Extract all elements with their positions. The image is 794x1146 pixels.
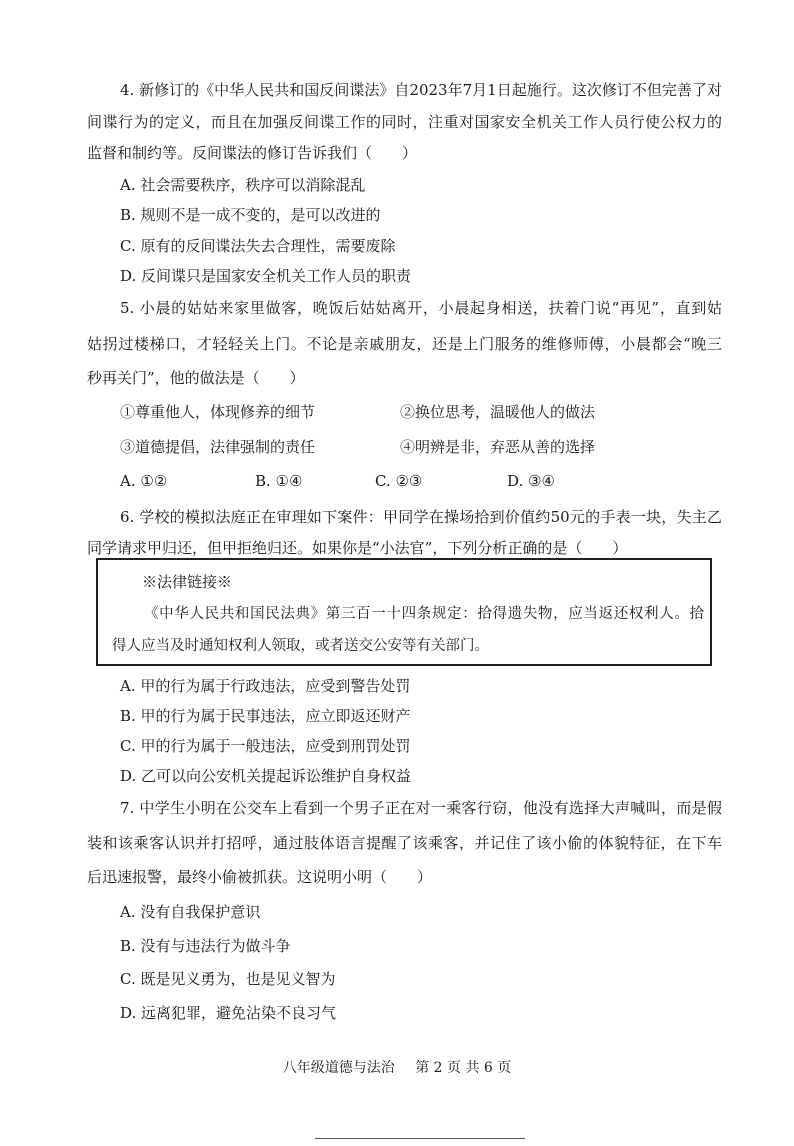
q7-option-b: B. 没有与违法行为做斗争 [120, 937, 291, 955]
q4-stem-line-2: 间谍行为的定义，而且在加强反间谍工作的同时，注重对国家安全机关工作人员行使公权力的 [87, 113, 722, 131]
footer-subject: 八年级道德与法治 [282, 1060, 395, 1076]
q6-stem-line-1: 6. 学校的模拟法庭正在审理如下案件：甲同学在操场拾到价值约50元的手表一块，失主乙 [120, 508, 722, 526]
q5-option-d: D. ③④ [507, 472, 555, 490]
q5-option-b: B. ①④ [255, 472, 303, 490]
q5-statement-2: ②换位思考，温暖他人的做法 [400, 403, 596, 421]
q5-stem-line-3: 秒再关门”，他的做法是（ ） [87, 369, 305, 387]
q6-option-c: C. 甲的行为属于一般违法，应受到刑罚处罚 [120, 737, 411, 755]
q6-option-d: D. 乙可以向公安机关提起诉讼维护自身权益 [120, 767, 412, 785]
q4-option-c: C. 原有的反间谍法失去合理性，需要废除 [120, 237, 396, 255]
q7-stem-line-2: 装和该乘客认识并打招呼，通过肢体语言提醒了该乘客，并记住了该小偷的体貌特征，在下车 [87, 834, 722, 852]
q5-stem-line-1: 5. 小晨的姑姑来家里做客，晚饭后姑姑离开，小晨起身相送，扶着门说“再见”，直到姑 [120, 299, 722, 317]
q7-stem-line-3: 后迅速报警，最终小偷被抓获。这说明小明（ ） [87, 868, 433, 886]
footer-page-number: 第 2 页 共 6 页 [415, 1060, 512, 1076]
q5-statement-3: ③道德提倡，法律强制的责任 [120, 438, 316, 456]
q6-option-a: A. 甲的行为属于行政违法，应受到警告处罚 [120, 677, 411, 695]
q7-option-d: D. 远离犯罪，避免沾染不良习气 [120, 1004, 337, 1022]
q6-stem-line-2: 同学请求甲归还，但甲拒绝归还。如果你是“小法官”，下列分析正确的是（ ） [87, 539, 628, 557]
q7-stem-line-1: 7. 中学生小明在公交车上看到一个男子正在对一乘客行窃，他没有选择大声喊叫，而是假 [120, 799, 722, 817]
q5-option-c: C. ②③ [375, 472, 423, 490]
law-link-title: ※法律链接※ [142, 573, 233, 591]
q5-statement-4: ④明辨是非，弃恶从善的选择 [400, 438, 596, 456]
bottom-divider [315, 1138, 525, 1139]
q4-option-d: D. 反间谍只是国家安全机关工作人员的职责 [120, 267, 412, 285]
q4-stem-line-1: 4. 新修订的《中华人民共和国反间谍法》自2023年7月1日起施行。这次修订不但完善了对 [120, 81, 722, 99]
q5-option-a: A. ①② [120, 472, 168, 490]
q4-stem-line-3: 监督和制约等。反间谍法的修订告诉我们（ ） [87, 144, 418, 162]
law-link-box [96, 558, 712, 666]
law-link-line-1: 《中华人民共和国民法典》第三百一十四条规定：拾得遗失物，应当返还权利人。拾 [144, 606, 704, 622]
q6-option-b: B. 甲的行为属于民事违法，应立即返还财产 [120, 707, 411, 725]
law-link-line-2: 得人应当及时通知权利人领取，或者送交公安等有关部门。 [112, 638, 489, 654]
q5-statement-1: ①尊重他人，体现修养的细节 [120, 403, 316, 421]
q4-option-a: A. 社会需要秩序，秩序可以消除混乱 [120, 176, 366, 194]
q7-option-c: C. 既是见义勇为，也是见义智为 [120, 970, 336, 988]
q5-stem-line-2: 姑拐过楼梯口，才轻轻关上门。不论是亲戚朋友，还是上门服务的维修师傅，小晨都会“晚三 [87, 335, 722, 353]
q7-option-a: A. 没有自我保护意识 [120, 903, 261, 921]
q4-option-b: B. 规则不是一成不变的，是可以改进的 [120, 206, 381, 224]
page-footer [0, 1058, 794, 1078]
